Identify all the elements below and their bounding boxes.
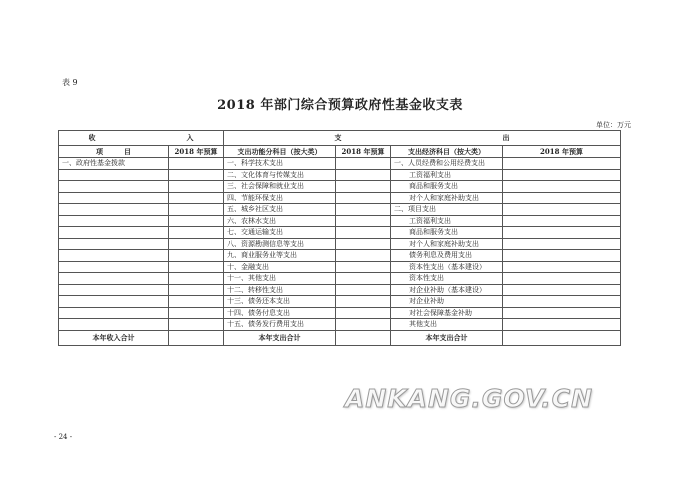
income-item-cell: [59, 273, 169, 285]
economic-item-cell: 对企业补助: [391, 296, 503, 308]
function-budget-cell: [336, 307, 391, 319]
income-item-cell: [59, 250, 169, 262]
page-number: - 24 -: [54, 433, 73, 441]
function-budget-cell: [336, 319, 391, 331]
income-item-cell: [59, 238, 169, 250]
function-item-cell: 三、社会保障和就业支出: [224, 181, 336, 193]
function-budget-cell: [336, 192, 391, 204]
table-row: [59, 261, 621, 273]
economic-budget-cell: [503, 169, 621, 181]
function-item-cell: 二、文化体育与传媒支出: [224, 169, 336, 181]
economic-budget-cell: [503, 284, 621, 296]
function-item-cell: 十五、债务发行费用支出: [224, 319, 336, 331]
income-item-cell: [59, 169, 169, 181]
function-category-column-header: 支出功能分科目（按大类）: [224, 146, 336, 158]
economic-item-cell: 对企业补助（基本建设）: [391, 284, 503, 296]
expense-group-header: 支 出: [224, 131, 621, 146]
income-item-cell: [59, 319, 169, 331]
table-row: [59, 307, 621, 319]
function-budget-cell: [336, 158, 391, 170]
income-budget-cell: [169, 204, 224, 216]
function-item-cell: 十四、债务付息支出: [224, 307, 336, 319]
income-item-cell: [59, 181, 169, 193]
function-budget-cell: [336, 284, 391, 296]
income-budget-cell: [169, 192, 224, 204]
function-item-cell: 十三、债务还本支出: [224, 296, 336, 308]
function-budget-cell: [336, 169, 391, 181]
income-budget-cell: [169, 169, 224, 181]
site-watermark: ANKANG.GOV.CN: [345, 384, 594, 413]
income-budget-cell: [169, 227, 224, 239]
economic-total-label: 本年支出合计: [391, 330, 503, 345]
function-item-cell: 六、农林水支出: [224, 215, 336, 227]
income-total-label: 本年收入合计: [59, 330, 169, 345]
economic-item-cell: 一、人员经费和公用经费支出: [391, 158, 503, 170]
table-row: [59, 273, 621, 285]
table-row: [59, 227, 621, 239]
economic-item-cell: 资本性支出（基本建设）: [391, 261, 503, 273]
table-row: [59, 215, 621, 227]
income-budget-cell: [169, 181, 224, 193]
income-item-cell: 一、政府性基金拨款: [59, 158, 169, 170]
economic-item-cell: 其他支出: [391, 319, 503, 331]
economic-budget-cell: [503, 307, 621, 319]
totals-row: [59, 330, 621, 345]
function-budget-cell: [336, 261, 391, 273]
item-column-header: 项 目: [59, 146, 169, 158]
income-item-cell: [59, 307, 169, 319]
economic-budget-cell: [503, 158, 621, 170]
economic-budget-cell: [503, 261, 621, 273]
income-item-cell: [59, 192, 169, 204]
income-group-header: 收 入: [59, 131, 224, 146]
income-budget-cell: [169, 261, 224, 273]
table-row: [59, 284, 621, 296]
economic-budget-cell: [503, 192, 621, 204]
economic-item-cell: 对个人和家庭补助支出: [391, 238, 503, 250]
income-budget-cell: [169, 307, 224, 319]
economic-item-cell: 商品和服务支出: [391, 227, 503, 239]
economic-budget-cell: [503, 296, 621, 308]
table-row: [59, 319, 621, 331]
economic-item-cell: 工资福利支出: [391, 215, 503, 227]
function-item-cell: 七、交通运输支出: [224, 227, 336, 239]
economic-item-cell: 商品和服务支出: [391, 181, 503, 193]
table-row: [59, 192, 621, 204]
economic-item-cell: 资本性支出: [391, 273, 503, 285]
income-budget-cell: [169, 296, 224, 308]
income-item-cell: [59, 284, 169, 296]
function-item-cell: 四、节能环保支出: [224, 192, 336, 204]
economic-budget-cell: [503, 181, 621, 193]
income-item-cell: [59, 261, 169, 273]
table-row: [59, 204, 621, 216]
function-total-value: [336, 330, 391, 345]
function-item-cell: 一、科学技术支出: [224, 158, 336, 170]
table-row: [59, 238, 621, 250]
unit-label: 单位：万元: [596, 121, 631, 129]
economic-budget-cell: [503, 250, 621, 262]
function-budget-cell: [336, 296, 391, 308]
function-budget-column-header: 2018 年预算: [336, 146, 391, 158]
income-budget-cell: [169, 158, 224, 170]
economic-budget-cell: [503, 204, 621, 216]
function-item-cell: 九、商业服务业等支出: [224, 250, 336, 262]
budget-table: [58, 130, 621, 346]
table-row: [59, 158, 621, 170]
economic-budget-cell: [503, 215, 621, 227]
economic-budget-cell: [503, 238, 621, 250]
economic-item-cell: 二、项目支出: [391, 204, 503, 216]
income-budget-cell: [169, 273, 224, 285]
income-item-cell: [59, 296, 169, 308]
economic-category-column-header: 支出经济科目（按大类）: [391, 146, 503, 158]
income-total-value: [169, 330, 224, 345]
document-title: 2018 年部门综合预算政府性基金收支表: [217, 98, 463, 113]
economic-budget-column-header: 2018 年预算: [503, 146, 621, 158]
function-item-cell: 十一、其他支出: [224, 273, 336, 285]
function-total-label: 本年支出合计: [224, 330, 336, 345]
economic-item-cell: 债务利息及费用支出: [391, 250, 503, 262]
function-budget-cell: [336, 204, 391, 216]
economic-budget-cell: [503, 273, 621, 285]
table-header-group-row: [59, 131, 621, 146]
economic-budget-cell: [503, 227, 621, 239]
table-row: [59, 181, 621, 193]
income-item-cell: [59, 227, 169, 239]
economic-item-cell: 对个人和家庭补助支出: [391, 192, 503, 204]
function-item-cell: 八、资源勘测信息等支出: [224, 238, 336, 250]
income-budget-cell: [169, 250, 224, 262]
economic-item-cell: 工资福利支出: [391, 169, 503, 181]
income-budget-column-header: 2018 年预算: [169, 146, 224, 158]
function-item-cell: 五、城乡社区支出: [224, 204, 336, 216]
economic-budget-cell: [503, 319, 621, 331]
function-budget-cell: [336, 238, 391, 250]
table-row: [59, 169, 621, 181]
function-budget-cell: [336, 215, 391, 227]
income-budget-cell: [169, 319, 224, 331]
function-budget-cell: [336, 227, 391, 239]
income-item-cell: [59, 204, 169, 216]
table-column-header-row: [59, 146, 621, 158]
table-row: [59, 296, 621, 308]
table-number-label: 表 9: [62, 78, 78, 87]
income-budget-cell: [169, 215, 224, 227]
income-budget-cell: [169, 238, 224, 250]
function-budget-cell: [336, 250, 391, 262]
economic-item-cell: 对社会保障基金补助: [391, 307, 503, 319]
function-budget-cell: [336, 273, 391, 285]
function-item-cell: 十、金融支出: [224, 261, 336, 273]
function-item-cell: 十二、转移性支出: [224, 284, 336, 296]
income-item-cell: [59, 215, 169, 227]
function-budget-cell: [336, 181, 391, 193]
table-row: [59, 250, 621, 262]
income-budget-cell: [169, 284, 224, 296]
economic-total-value: [503, 330, 621, 345]
